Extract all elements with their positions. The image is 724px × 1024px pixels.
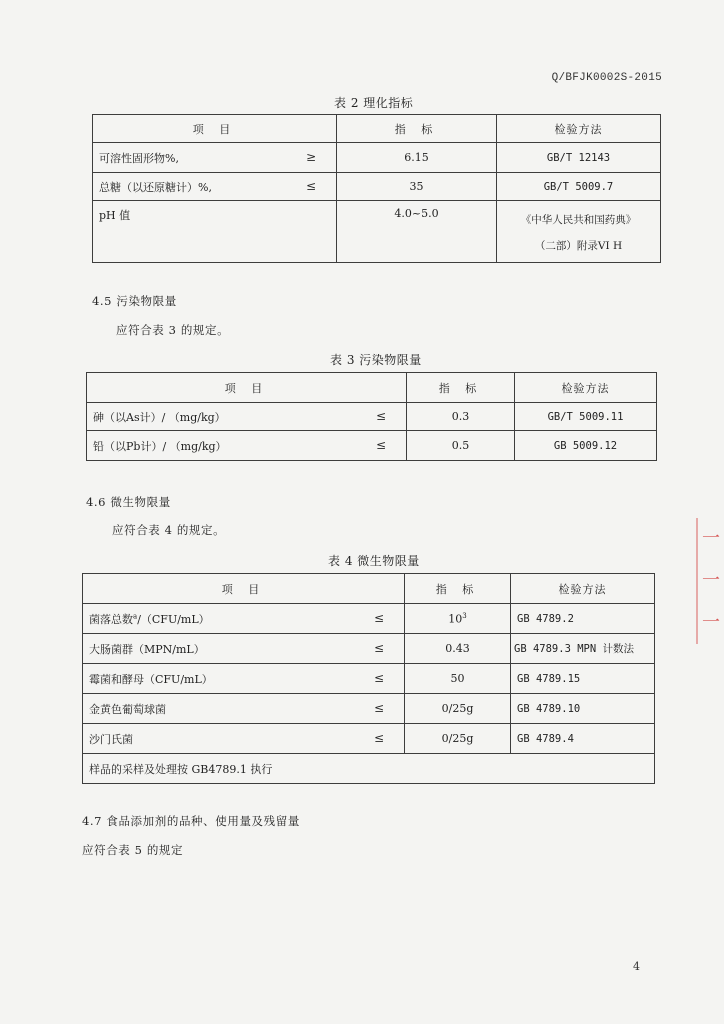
- table-row: [93, 143, 661, 173]
- table3-header-method: 检验方法: [515, 373, 657, 403]
- table4-item-cell: [83, 604, 405, 634]
- comparison-symbol: ≤: [373, 730, 384, 745]
- method-cell: GB 4789.4: [511, 724, 655, 754]
- value-cell: 0.3: [407, 403, 515, 431]
- table3-header-row: [87, 373, 657, 403]
- table2-caption: 表 2 理化指标: [334, 96, 414, 110]
- method-cell: GB 4789.15: [511, 664, 655, 694]
- value-cell: [405, 604, 511, 634]
- table4-header-item: 项 目: [83, 574, 405, 604]
- comparison-symbol: ≤: [375, 408, 386, 423]
- item-label: 总糖（以还原糖计）%,: [99, 180, 212, 194]
- table-row: [83, 664, 655, 694]
- method-cell: [497, 201, 661, 263]
- section-4-7-text: 应符合表 5 的规定: [82, 843, 184, 857]
- method-cell: GB 4789.10: [511, 694, 655, 724]
- table4-item-cell: [83, 634, 405, 664]
- value-exponent: 3: [462, 611, 467, 620]
- table4-item-cell: [83, 724, 405, 754]
- value-cell: 4.0~5.0: [337, 201, 497, 263]
- method-line-1: 《中华人民共和国药典》: [520, 213, 637, 226]
- document-code: Q/BFJK0002S-2015: [551, 72, 662, 84]
- table3-item-cell: [87, 431, 407, 461]
- item-label: 砷（以As计）/ （mg/kg）: [93, 410, 226, 424]
- item-label: 菌落总数: [89, 612, 133, 626]
- value-cell: 0.43: [405, 634, 511, 664]
- method-cell: GB 4789.3 MPN 计数法: [511, 634, 655, 664]
- item-unit: /（CFU/mL）: [137, 612, 210, 626]
- table2-item-cell: [93, 201, 337, 263]
- table4: [82, 573, 655, 784]
- table-row: [83, 694, 655, 724]
- comparison-symbol: ≤: [373, 700, 384, 715]
- table2-header-method: 检验方法: [497, 115, 661, 143]
- table4-caption: 表 4 微生物限量: [328, 554, 420, 568]
- table4-header-value: 指 标: [405, 574, 511, 604]
- method-line-2: （二部）附录VI H: [534, 239, 623, 252]
- table-row: [83, 604, 655, 634]
- value-cell: 0/25g: [405, 694, 511, 724]
- comparison-symbol: ≤: [373, 640, 384, 655]
- table2-item-cell: [93, 143, 337, 173]
- value-cell: 6.15: [337, 143, 497, 173]
- table-row: [93, 173, 661, 201]
- table2-item-cell: [93, 173, 337, 201]
- value-cell: 0.5: [407, 431, 515, 461]
- method-cell: GB/T 12143: [497, 143, 661, 173]
- table3-caption: 表 3 污染物限量: [330, 353, 422, 367]
- value-cell: 35: [337, 173, 497, 201]
- table2-header-row: [93, 115, 661, 143]
- value-cell: 50: [405, 664, 511, 694]
- table3-header-item: 项 目: [87, 373, 407, 403]
- table4-item-cell: [83, 694, 405, 724]
- section-4-6-title: 4.6 微生物限量: [86, 495, 171, 509]
- seal-stamp-fragment: 一 一 一: [696, 518, 724, 644]
- table4-note: 样品的采样及处理按 GB4789.1 执行: [83, 754, 655, 784]
- footnote-marker: a: [133, 611, 138, 620]
- section-4-6-text: 应符合表 4 的规定。: [112, 523, 226, 537]
- table-row: [83, 634, 655, 664]
- table4-header-row: [83, 574, 655, 604]
- method-cell: GB 5009.12: [515, 431, 657, 461]
- section-4-5-text: 应符合表 3 的规定。: [116, 323, 230, 337]
- item-label: 霉菌和酵母（CFU/mL）: [89, 672, 213, 686]
- table-row: [83, 724, 655, 754]
- method-cell: GB/T 5009.11: [515, 403, 657, 431]
- method-cell: GB 4789.2: [511, 604, 655, 634]
- table4-note-row: [83, 754, 655, 784]
- item-label: 沙门氏菌: [89, 732, 133, 746]
- section-4-5-title: 4.5 污染物限量: [92, 294, 177, 308]
- item-label: 金黄色葡萄球菌: [89, 702, 166, 716]
- table3: [86, 372, 657, 461]
- method-cell: GB/T 5009.7: [497, 173, 661, 201]
- item-label: 铅（以Pb计）/ （mg/kg）: [93, 439, 227, 453]
- comparison-symbol: ≤: [373, 610, 384, 625]
- table2-header-item: 项 目: [93, 115, 337, 143]
- comparison-symbol: ≥: [305, 149, 316, 164]
- table4-item-cell: [83, 664, 405, 694]
- comparison-symbol: ≤: [305, 178, 316, 193]
- table2: [92, 114, 661, 263]
- table-row: [87, 403, 657, 431]
- item-label: pH 值: [99, 209, 131, 222]
- table3-header-value: 指 标: [407, 373, 515, 403]
- table2-header-value: 指 标: [337, 115, 497, 143]
- table-row: [93, 201, 661, 263]
- section-4-7-title: 4.7 食品添加剂的品种、使用量及残留量: [82, 814, 300, 828]
- item-label: 可溶性固形物%,: [99, 151, 179, 165]
- page-number: 4: [633, 960, 640, 973]
- value-base: 10: [448, 612, 463, 626]
- table-row: [87, 431, 657, 461]
- table4-header-method: 检验方法: [511, 574, 655, 604]
- table3-item-cell: [87, 403, 407, 431]
- item-label: 大肠菌群（MPN/mL）: [89, 642, 205, 656]
- comparison-symbol: ≤: [373, 670, 384, 685]
- value-cell: 0/25g: [405, 724, 511, 754]
- comparison-symbol: ≤: [375, 437, 386, 452]
